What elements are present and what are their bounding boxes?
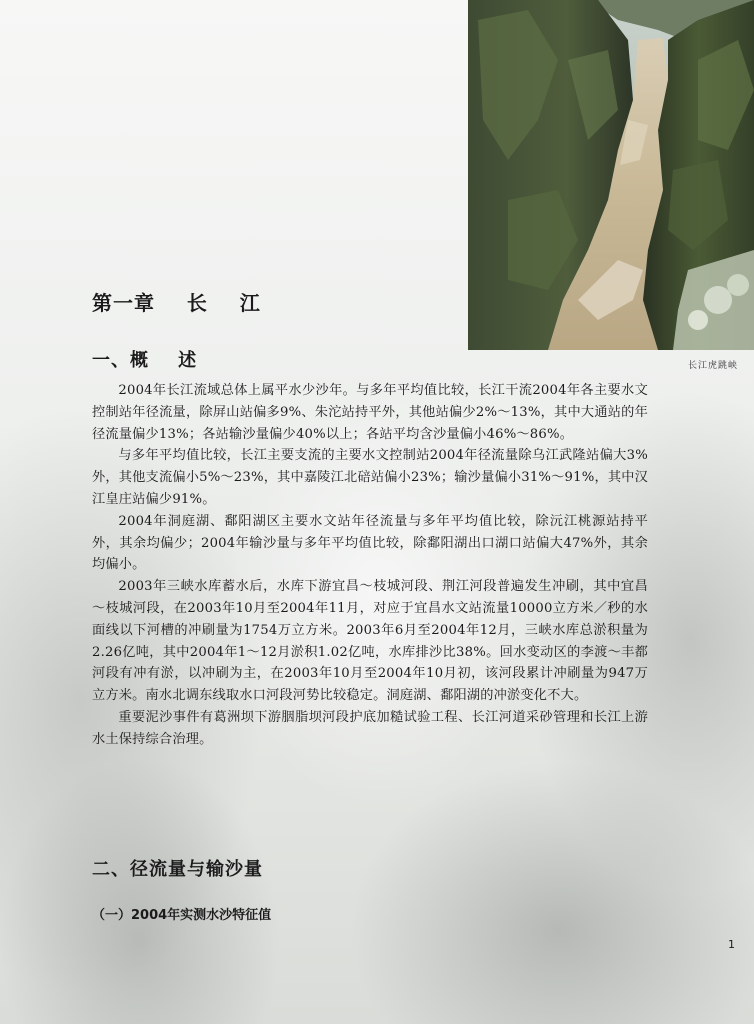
gorge-photo (468, 0, 754, 350)
paragraph: 与多年平均值比较，长江主要支流的主要水文控制站2004年径流量除乌江武隆站偏大3%外，其他支流偏小5%～23%，其中嘉陵江北碚站偏小23%；输沙量偏小31%～91%，其中汉江皇庄站偏少91%。 (92, 448, 648, 507)
overview-body (92, 380, 648, 751)
paragraph: 重要泥沙事件有葛洲坝下游胭脂坝河段护底加糙试验工程、长江河道采砂管理和长江上游水土保持综合治理。 (92, 709, 648, 747)
section-title-runoff-sediment: 二、径流量与输沙量 (92, 858, 263, 880)
chapter-title: 第一章 长 江 (92, 291, 261, 316)
paragraph: 2004年长江流域总体上属平水少沙年。与多年平均值比较，长江干流2004年各主要水文控制站年径流量，除屏山站偏多9%、朱沱站持平外，其他站偏少2%～13%，其中大通站的年径流量偏少13%；各站输沙量偏少40%以上；各站平均含沙量偏小46%～86%。 (92, 383, 648, 442)
paragraph: 2004年洞庭湖、鄱阳湖区主要水文站年径流量与多年平均值比较，除沅江桃源站持平外，其余均偏少；2004年输沙量与多年平均值比较，除鄱阳湖出口湖口站偏大47%外，其余均偏小。 (92, 513, 648, 573)
subsection-title: （一）2004年实测水沙特征值 (92, 908, 272, 923)
paragraph: 2003年三峡水库蓄水后，水库下游宜昌～枝城河段、荆江河段普遍发生冲刷，其中宜昌～枝城河段，在2003年10月至2004年11月，对应于宜昌水文站流量10000立方米／秒的水面线以下河槽的冲刷量为1754万立方米。2003年6月至2004年12月，三峡水库总淤积量为2.26亿吨，其中2004年1～12月淤积1.02亿吨，水库排沙比38%。回水变动区的李渡～丰都河段有冲有淤，以冲刷为主，在2003年10月至2004年10月初，该河段累计冲刷量为947万立方米。南水北调东线取水口河段河势比较稳定。洞庭湖、鄱阳湖的冲淤变化不大。 (92, 579, 648, 704)
section-title-overview: 一、概 述 (92, 349, 198, 371)
page-number: 1 (728, 938, 735, 951)
photo-caption: 长江虎跳峡 (687, 361, 738, 371)
